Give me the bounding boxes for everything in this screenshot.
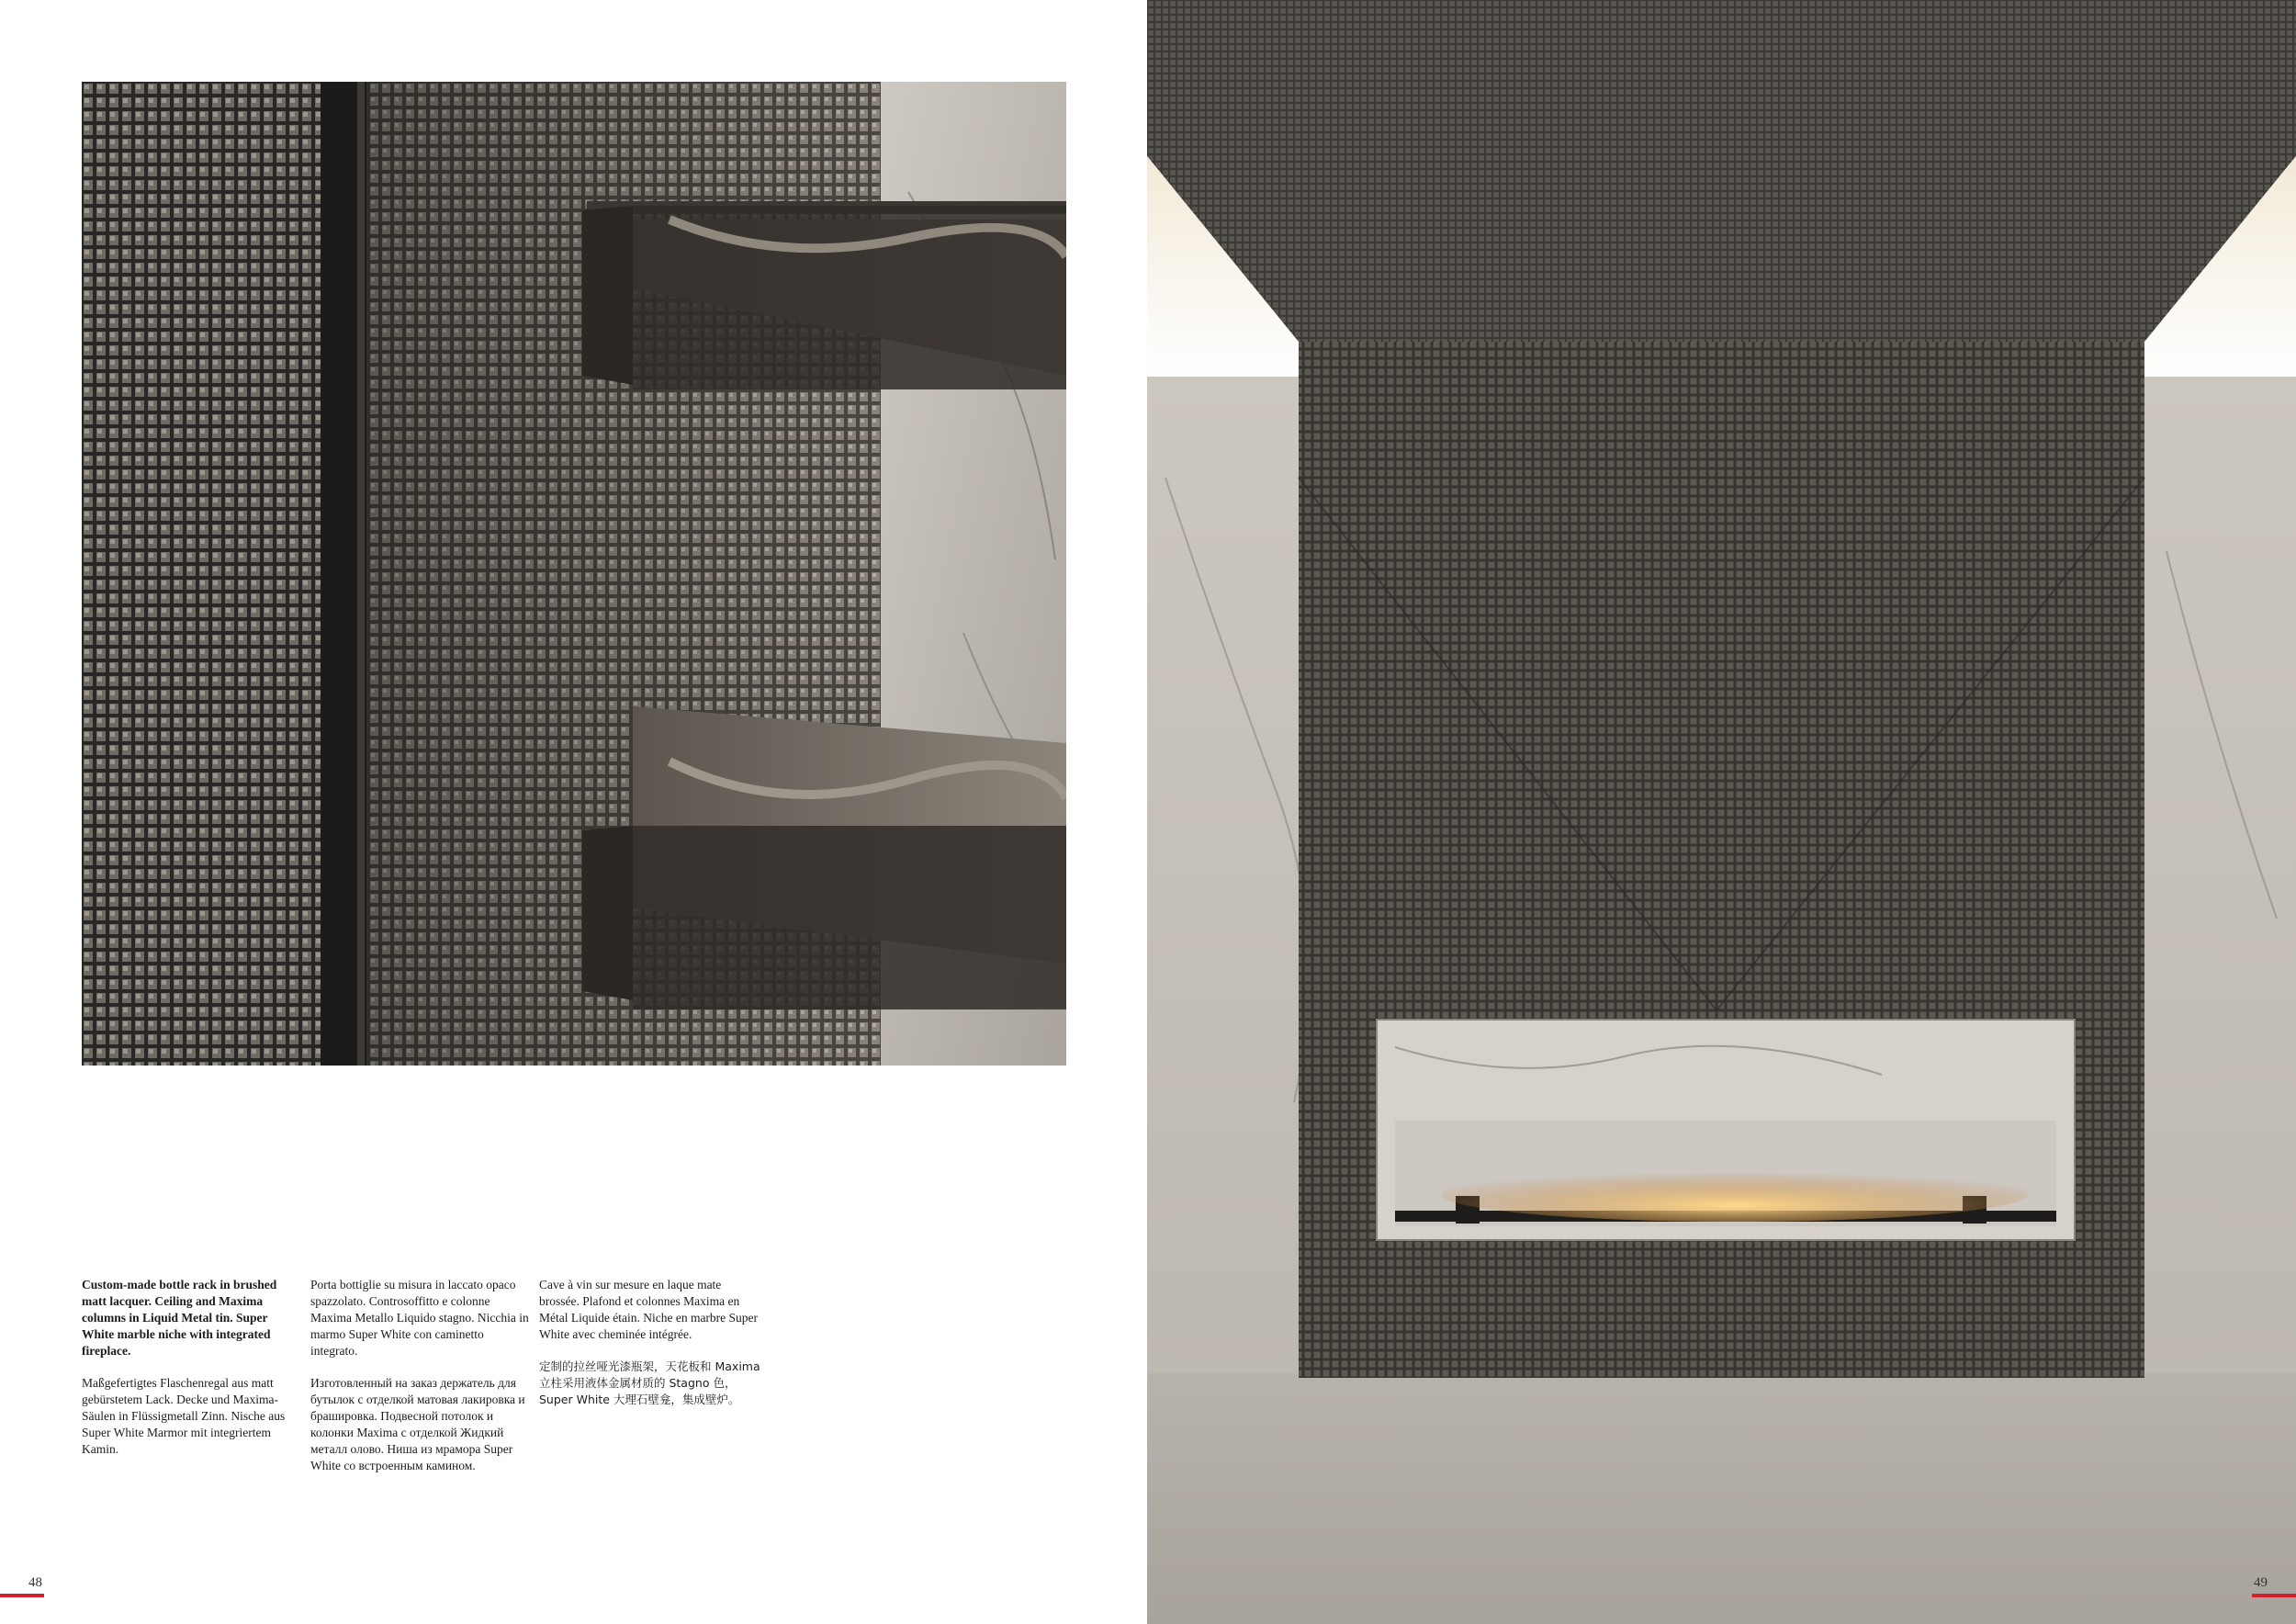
fireplace-photo (1147, 0, 2296, 1624)
caption-column-2 (310, 1277, 531, 1490)
fireplace-illustration (1147, 0, 2296, 1624)
caption-column-1 (82, 1277, 302, 1473)
caption-en: Custom-made bottle rack in brushed matt lacquer. Ceiling and Maxima columns in Liquid Metal tin. Super White marble niche with integrated fireplace. (82, 1278, 277, 1358)
caption-it: Porta bottiglie su misura in laccato opaco spazzolato. Controsoffitto e colonne Maxima Metallo Liquido stagno. Nicchia in marmo Super White con caminetto integrato. (310, 1278, 529, 1358)
caption-column-3 (539, 1277, 764, 1424)
bottle-rack-illustration (82, 82, 1066, 1066)
caption-ru: Изготовленный на заказ держатель для бутылок с отделкой матовая лакировка и брашировка. Подвесной потолок и колонки Maxima с отделкой Жидкий металл олово. Ниша из мрамора Super White со встроенным камином. (310, 1376, 525, 1472)
page-number-right: 49 (2254, 1575, 2268, 1590)
caption-de: Maßgefertigtes Flaschenregal aus matt gebürstetem Lack. Decke und Maxima-Säulen in Flüssigmetall Zinn. Nische aus Super White Marmor mit integriertem Kamin. (82, 1376, 286, 1456)
right-page (1147, 0, 2296, 1624)
left-page (0, 0, 1147, 1624)
page-number-left: 48 (28, 1575, 42, 1590)
caption-zh: 定制的拉丝哑光漆瓶架，天花板和 Maxima 立柱采用液体金属材质的 Stagno 色，Super White 大理石壁龛，集成壁炉。 (539, 1359, 760, 1406)
page-accent-bar-left (0, 1594, 44, 1597)
bottle-rack-photo (82, 82, 1066, 1066)
caption-fr: Cave à vin sur mesure en laque mate brossée. Plafond et colonnes Maxima en Métal Liquide étain. Niche en marbre Super White avec cheminée intégrée. (539, 1278, 759, 1341)
page-accent-bar-right (2252, 1594, 2296, 1597)
